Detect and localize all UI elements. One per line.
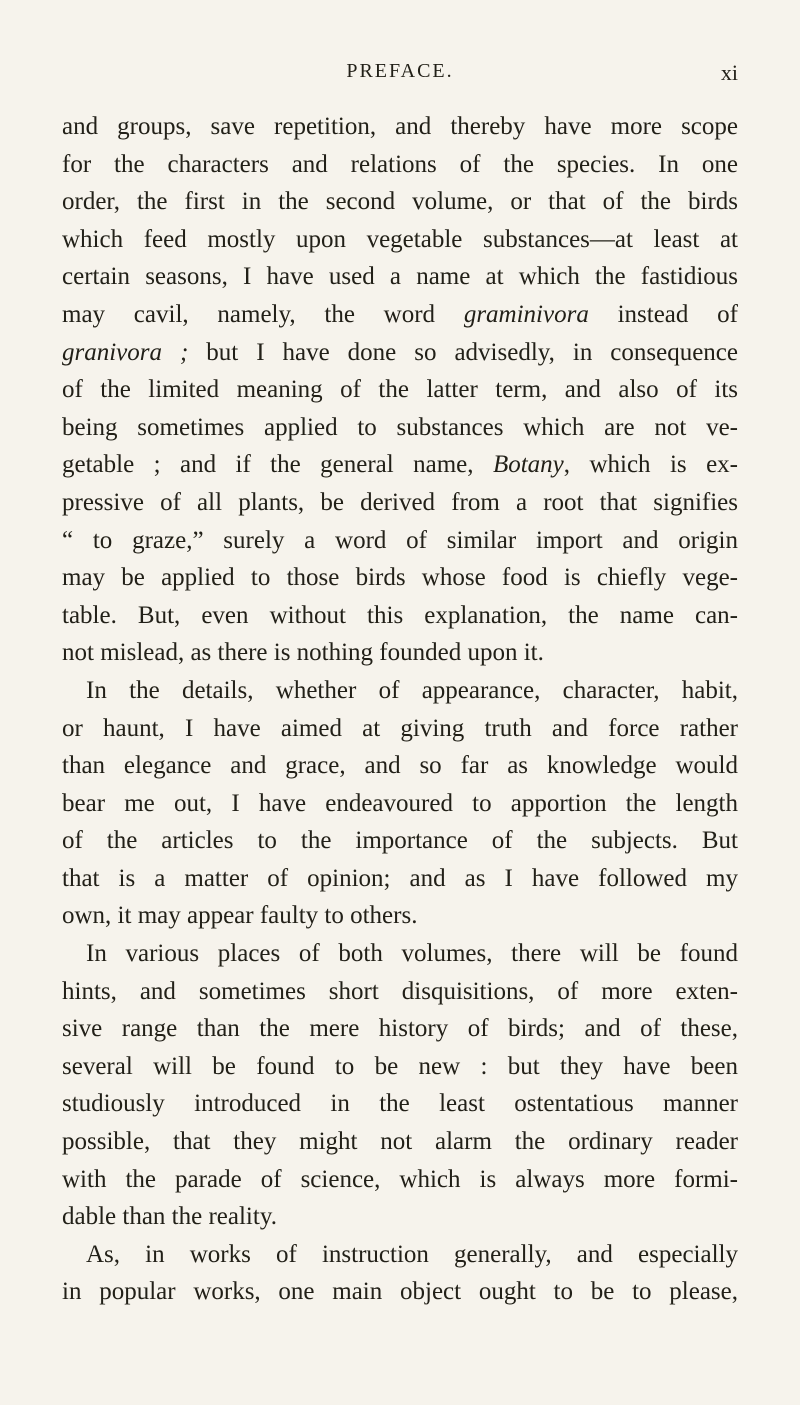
text-line: may be applied to those birds whose food is chiefly vege- [62,564,738,592]
text-line: certain seasons, I have used a name at which the fastidious [62,263,738,291]
text-segment: but I have done so advisedly, in consequence [188,338,739,366]
text-line: or haunt, I have aimed at giving truth and force rather [62,714,738,742]
text-line: As, in works of instruction generally, and especially [86,1240,738,1268]
text-line: in popular works, one main object ought to be to please, [62,1278,738,1306]
body-text [62,108,738,1311]
text-line: In various places of both volumes, there will be found [86,940,738,968]
text-line: “ to graze,” surely a word of similar import and origin [62,526,738,554]
text-line: dable than the reality. [62,1203,277,1231]
text-segment: instead of [588,300,738,328]
text-segment: , which is ex- [563,451,738,479]
text-line: of the articles to the importance of the subjects. But [62,827,738,855]
text-line: hints, and sometimes short disquisitions, of more exten- [62,977,738,1005]
running-title: PREFACE. [346,60,454,82]
text-line: studiously introduced in the least ostentatious manner [62,1090,738,1118]
text-line: than elegance and grace, and so far as knowledge would [62,752,738,780]
text-line: sive range than the mere history of birds; and of these, [62,1015,738,1043]
running-head [62,60,738,90]
text-line: that is a matter of opinion; and as I have followed my [62,864,738,892]
text-line: being sometimes applied to substances which are not ve- [62,413,738,441]
text-line: of the limited meaning of the latter term, and also of its [62,376,738,404]
text-line [62,296,738,334]
text-line: In the details, whether of appearance, character, habit, [86,676,738,704]
text-line: order, the first in the second volume, or that of the birds [62,188,738,216]
text-line: and groups, save repetition, and thereby have more scope [62,113,738,140]
text-line: own, it may appear faulty to others. [62,902,418,930]
text-line: bear me out, I have endeavoured to apportion the length [62,789,738,817]
italic-term: graminivora [463,300,589,328]
italic-term: granivora ; [62,338,189,366]
text-line: which feed mostly upon vegetable substances—at least at [62,225,738,253]
text-segment: may cavil, namely, the word [62,300,464,328]
text-line: for the characters and relations of the species. In one [62,150,738,178]
text-line [62,446,738,484]
text-line: not mislead, as there is nothing founded upon it. [62,639,544,667]
text-line: table. But, even without this explanation, the name can- [62,601,738,629]
text-line: with the parade of science, which is always more formi- [62,1165,738,1193]
page-number: xi [720,60,738,85]
text-line [62,334,738,372]
text-line: possible, that they might not alarm the ordinary reader [62,1128,738,1156]
text-line: pressive of all plants, be derived from a root that signifies [62,488,738,516]
text-segment: getable ; and if the general name, [62,451,493,479]
italic-term: Botany [492,451,564,479]
text-line: several will be found to be new : but they have been [62,1052,738,1080]
